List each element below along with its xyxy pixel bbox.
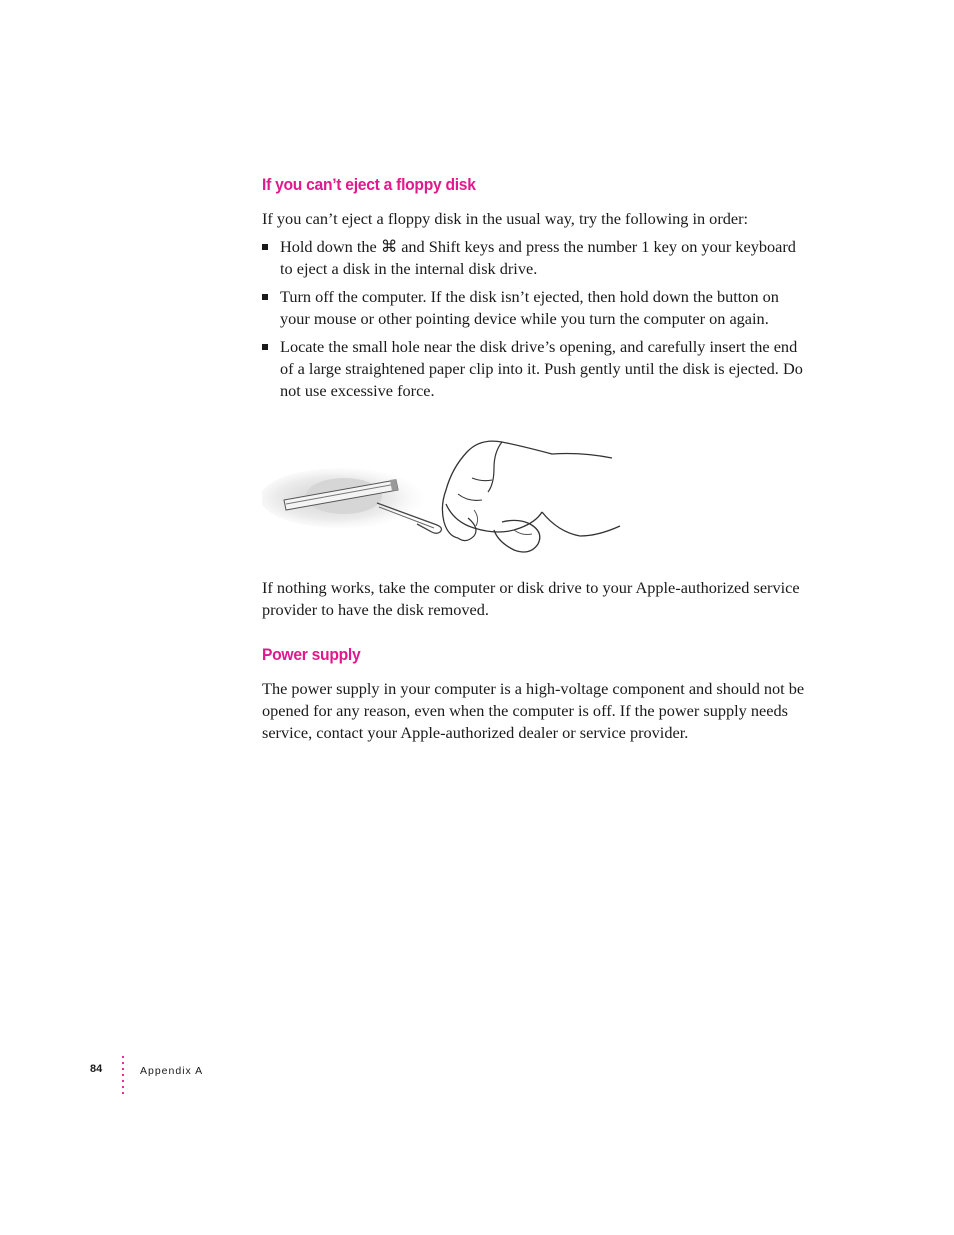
list-item [262, 286, 807, 330]
paper-clip-eject-illustration [262, 432, 632, 560]
list-item-text: Locate the small hole near the disk drive’s opening, and carefully insert the end of a large straightened paper clip into it. Push gently until the disk is ejected. Do not use excessive force. [280, 337, 803, 400]
hand-icon [442, 441, 612, 538]
eject-steps-list [262, 236, 807, 408]
intro-paragraph: If you can’t eject a floppy disk in the usual way, try the following in order: [262, 209, 749, 228]
closing-paragraph: If nothing works, take the computer or disk drive to your Apple-authorized service provider to have the disk removed. [262, 578, 800, 619]
list-item [262, 236, 807, 280]
footer-dot-rule [121, 1055, 125, 1095]
section-heading-eject-floppy: If you can’t eject a floppy disk [262, 175, 476, 194]
square-bullet-icon [262, 294, 268, 300]
section-label: Appendix A [140, 1065, 204, 1077]
list-item-text: Turn off the computer. If the disk isn’t ejected, then hold down the button on your mouse or other pointing device while you turn the computer on again. [280, 287, 779, 328]
list-item [262, 336, 807, 401]
page-number: 84 [90, 1063, 103, 1075]
section-heading-power-supply: Power supply [262, 645, 361, 664]
power-supply-paragraph: The power supply in your computer is a high-voltage component and should not be opened for any reason, even when the computer is off. If the power supply needs service, contact your Apple-authorized dealer or service provider. [262, 679, 805, 742]
square-bullet-icon [262, 344, 268, 350]
square-bullet-icon [262, 244, 268, 250]
list-item-text: Hold down the ⌘ and Shift keys and press the number 1 key on your keyboard to eject a disk in the internal disk drive. [280, 237, 796, 278]
